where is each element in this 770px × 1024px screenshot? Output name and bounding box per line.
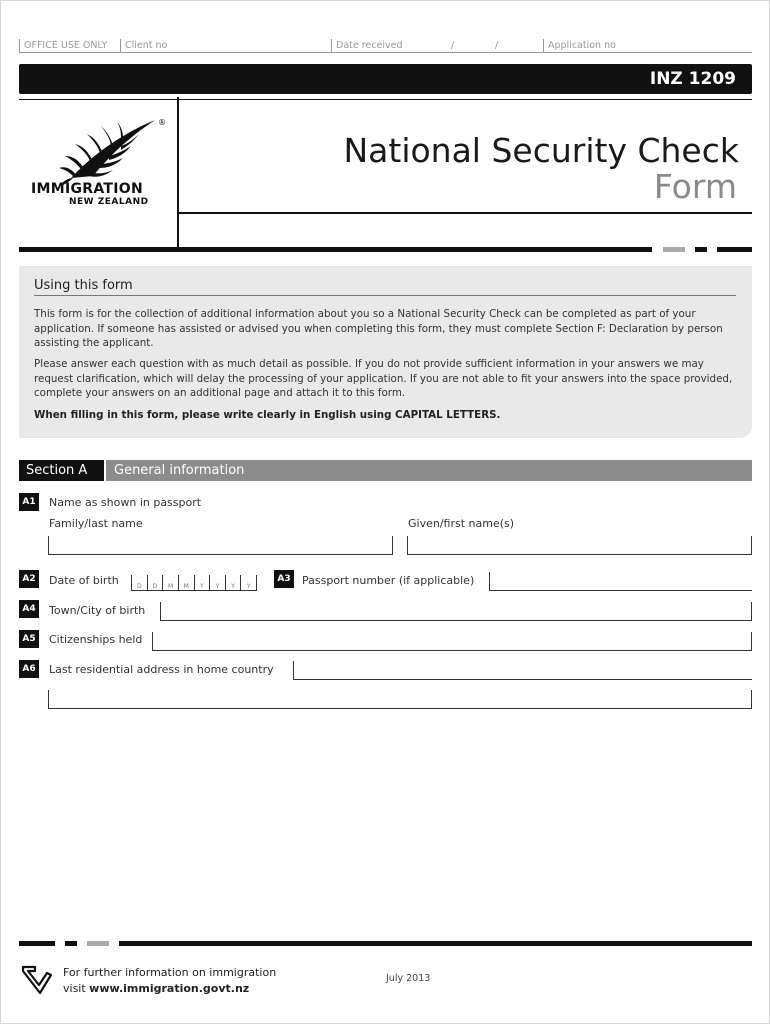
divider xyxy=(177,97,179,249)
question-badge: A2 xyxy=(19,570,39,588)
footer-info-text: For further information on immigration xyxy=(63,966,277,979)
passport-number-field[interactable] xyxy=(489,572,752,591)
town-city-of-birth-field[interactable] xyxy=(160,602,752,621)
divider xyxy=(65,941,77,946)
registered-mark: ® xyxy=(158,118,166,127)
dob-cell[interactable]: M xyxy=(178,575,194,591)
page-subtitle: Form xyxy=(653,167,737,206)
dob-cell[interactable]: Y xyxy=(225,575,241,591)
question-label: Name as shown in passport xyxy=(49,496,202,509)
date-of-birth-field[interactable] xyxy=(131,575,257,591)
dob-cell[interactable]: M xyxy=(162,575,178,591)
question-badge: A1 xyxy=(19,493,39,511)
footer-visit-text xyxy=(63,982,249,995)
date-separator: / xyxy=(495,40,499,51)
office-use-row xyxy=(19,39,752,53)
divider xyxy=(34,295,736,296)
dob-cell[interactable]: D xyxy=(131,575,147,591)
divider xyxy=(717,247,752,252)
divider xyxy=(663,247,685,252)
instructions-note: When filling in this form, please write clearly in English using CAPITAL LETTERS. xyxy=(34,409,501,421)
arrow-logo-icon xyxy=(19,961,55,997)
form-code: INZ 1209 xyxy=(649,69,736,89)
instructions-heading: Using this form xyxy=(34,278,133,293)
citizenships-field[interactable] xyxy=(152,632,752,651)
divider xyxy=(695,247,707,252)
question-label: Last residential address in home country xyxy=(49,663,274,676)
family-name-field[interactable] xyxy=(48,536,393,555)
section-label: Section A xyxy=(19,460,104,481)
question-badge: A3 xyxy=(274,570,294,588)
dob-cell[interactable]: D xyxy=(147,575,163,591)
instructions-box xyxy=(19,266,752,438)
question-badge: A4 xyxy=(19,600,39,618)
question-badge: A5 xyxy=(19,630,39,648)
divider xyxy=(119,941,752,946)
divider xyxy=(19,99,752,100)
divider xyxy=(19,247,652,252)
instructions-paragraph: This form is for the collection of additional information about you so a National Security Check can be completed as part of your application. If someone has assisted or advised you when completing this form, they must complete Section F: Declaration by person assisting the applicant. xyxy=(34,308,723,349)
dob-cell[interactable]: Y xyxy=(194,575,210,591)
header-bar xyxy=(19,64,752,94)
footer-date: July 2013 xyxy=(386,973,431,984)
question-label: Passport number (if applicable) xyxy=(302,574,475,587)
application-no-field[interactable]: Application no xyxy=(543,39,616,52)
field-label-family-name: Family/last name xyxy=(49,517,143,530)
question-label: Town/City of birth xyxy=(49,604,146,617)
question-badge: A6 xyxy=(19,660,39,678)
date-separator: / xyxy=(451,40,455,51)
question-label: Date of birth xyxy=(49,574,119,587)
divider xyxy=(19,941,55,946)
field-label-given-name: Given/first name(s) xyxy=(408,517,515,530)
address-field-line1[interactable] xyxy=(293,661,752,680)
footer-visit-prefix: visit xyxy=(63,982,90,995)
dob-cell[interactable]: Y xyxy=(209,575,225,591)
address-field-line2[interactable] xyxy=(48,690,752,709)
given-name-field[interactable] xyxy=(407,536,752,555)
divider xyxy=(179,212,752,214)
page-title: National Security Check xyxy=(343,131,739,170)
question-label: Citizenships held xyxy=(49,633,143,646)
logo-new-zealand-text: NEW ZEALAND xyxy=(69,197,149,207)
section-title: General information xyxy=(106,460,752,481)
divider xyxy=(87,941,109,946)
client-no-field[interactable]: Client no xyxy=(120,39,167,52)
date-received-field[interactable]: Date received xyxy=(331,39,402,52)
office-use-label: OFFICE USE ONLY xyxy=(19,39,107,52)
dob-cell[interactable]: Y xyxy=(240,575,257,591)
logo-immigration-text: IMMIGRATION xyxy=(31,181,143,197)
instructions-paragraph: Please answer each question with as much detail as possible. If you do not provide sufficient information in your answers we may request clarification, which will delay the processing of your application. If you are not able to fit your answers into the space provided, complete your answers on an additional page and attach it to this form. xyxy=(34,358,733,399)
footer-website-link[interactable]: www.immigration.govt.nz xyxy=(89,982,250,995)
